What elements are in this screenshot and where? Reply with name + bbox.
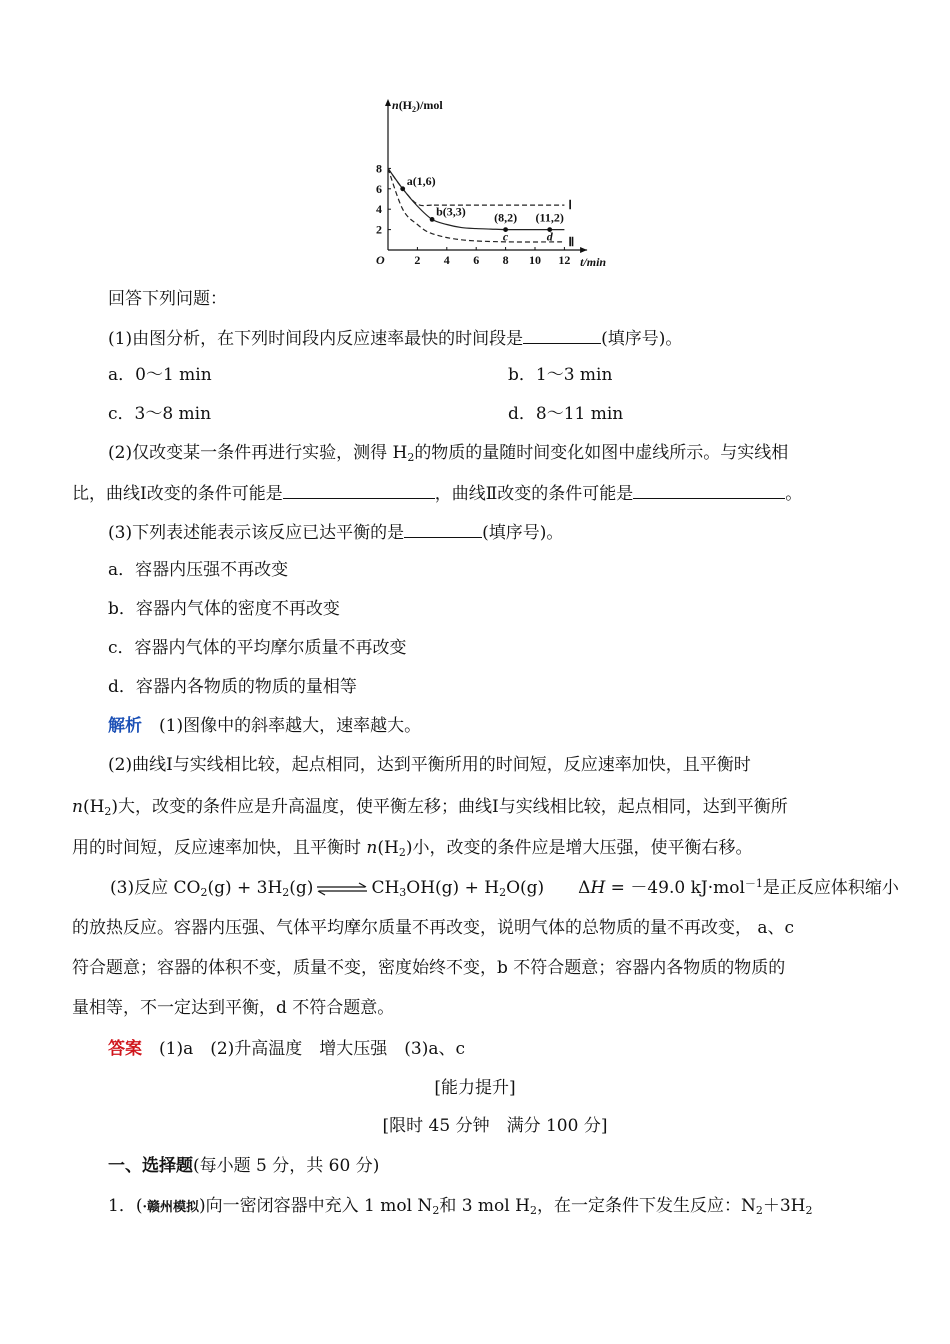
x-tick-label: 8 (502, 253, 509, 267)
x-axis-label: t/min (580, 255, 607, 269)
q1-option-c: c．3～8 min (108, 404, 212, 424)
section-title: [能力提升] (434, 1078, 516, 1098)
x-tick-label: 12 (558, 253, 571, 267)
origin-label: O (376, 253, 385, 267)
section-subtitle: [限时 45 分钟 满分 100 分] (382, 1116, 608, 1136)
data-point (430, 217, 435, 222)
analysis-1: 解析 (1)图像中的斜率越大，速率越大。 (108, 716, 422, 736)
q1-option-a: a．0～1 min (108, 365, 212, 385)
x-tick-label: 2 (414, 253, 421, 267)
point-label: (8,2) (494, 210, 518, 225)
q3-option-d: d．容器内各物质的物质的量相等 (108, 677, 357, 697)
q3-option-a: a．容器内压强不再改变 (108, 560, 289, 580)
x-tick-label: 10 (529, 253, 541, 267)
series-label: Ⅱ (568, 234, 575, 249)
x-tick-label: 4 (443, 253, 450, 267)
analysis-label: 解析 (108, 716, 142, 736)
point-sublabel: d (546, 229, 553, 244)
source-tag: ·赣州模拟 (142, 1200, 199, 1215)
y-tick-label: 2 (376, 222, 382, 237)
analysis-3-line2: 的放热反应。容器内压强、气体平均摩尔质量不再改变，说明气体的总物质的量不再改变， a、c (72, 918, 795, 938)
x-tick-label: 6 (473, 253, 480, 267)
analysis-3-line1: (3)反应 $CO_2(g) + 3H_2(g) CH_3OH(g) + H_2O(g)$ ΔH = －49.0 kJ·mol$^{-1}$是正反应体积缩小 (110, 877, 899, 899)
x-axis-arrow (580, 247, 587, 253)
point-label: a(1,6) (406, 173, 436, 188)
data-point (400, 186, 405, 191)
q3-option-c: c．容器内气体的平均摩尔质量不再改变 (108, 638, 407, 658)
q3-option-b: b．容器内气体的密度不再改变 (108, 599, 340, 619)
reversible-arrow-icon (315, 882, 369, 896)
y-axis-label: $n(H_2)$/mol (392, 98, 443, 114)
question-2-line1: (2)仅改变某一条件再进行实验，测得 $H_2$的物质的量随时间变化如图中虚线所示。与实线相 (108, 443, 789, 464)
analysis-3-line3: 符合题意；容器的体积不变，质量不变，密度始终不变，b 不符合题意；容器内各物质的物质的 (72, 958, 786, 978)
analysis-3-line4: 量相等，不一定达到平衡，d 不符合题意。 (72, 998, 395, 1018)
y-tick-label: 6 (376, 181, 382, 196)
analysis-2-line3: 用的时间短，反应速率加快，且平衡时 $n(H_2)$小，改变的条件应是增大压强，使平衡右移。 (72, 838, 753, 859)
y-tick-label: 4 (376, 202, 382, 217)
h2-amount-chart (360, 95, 630, 275)
answer: 答案 (1)a (2)升高温度 增大压强 (3)a、c (108, 1039, 466, 1059)
intro-text: 回答下列问题： (108, 289, 227, 309)
question-3: (3)下列表述能表示该反应已达平衡的是 (填序号)。 (108, 519, 563, 545)
problem-1: 1．(·赣州模拟)向一密闭容器中充入 1 mol $N_2$和 3 mol $H_2$，在一定条件下发生反应：$N_2+3H_2$ (108, 1196, 813, 1217)
point-label: (11,2) (535, 210, 564, 225)
question-1: (1)由图分析，在下列时间段内反应速率最快的时间段是 (填序号)。 (108, 325, 682, 351)
series-label: Ⅰ (568, 198, 572, 213)
q1-option-b: b．1～3 min (508, 365, 613, 385)
part-1-heading: 一、选择题(每小题 5 分，共 60 分) (108, 1156, 380, 1176)
y-axis-arrow (385, 99, 391, 106)
point-sublabel: c (502, 229, 509, 244)
question-2-line2: 比，曲线Ⅰ改变的条件可能是 ，曲线Ⅱ改变的条件可能是 。 (72, 480, 802, 506)
analysis-2-line2: $n(H_2)$大，改变的条件应是升高温度，使平衡左移；曲线Ⅰ与实线相比较，起点相同，达到平衡所 (72, 797, 788, 818)
y-tick-label: 8 (376, 161, 382, 176)
answer-label: 答案 (108, 1039, 142, 1059)
point-label: b(3,3) (436, 204, 466, 219)
q1-option-d: d．8～11 min (508, 404, 624, 424)
analysis-2-line1: (2)曲线Ⅰ与实线相比较，起点相同，达到平衡所用的时间短，反应速率加快，且平衡时 (108, 755, 751, 775)
